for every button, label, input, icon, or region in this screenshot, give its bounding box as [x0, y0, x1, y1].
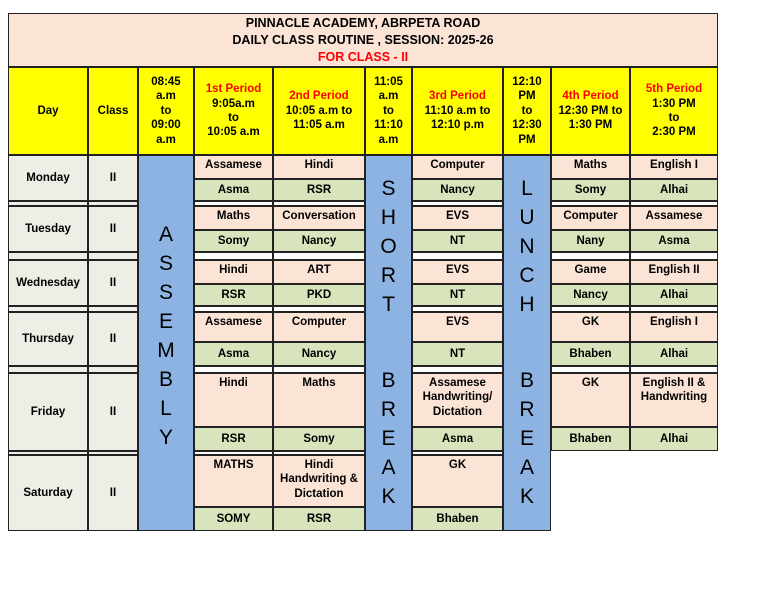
row-separator: [630, 252, 718, 260]
teacher-cell: Alhai: [630, 284, 718, 306]
period-time: 10:05 a.m to 11:05 a.m: [285, 104, 353, 132]
row-separator: [551, 306, 630, 312]
subject-cell: EVS: [412, 260, 503, 284]
subject-cell: Assamese Handwriting/ Dictation: [412, 373, 503, 427]
subject-cell: Game: [551, 260, 630, 284]
teacher-cell: Alhai: [630, 342, 718, 366]
teacher-cell: SOMY: [194, 507, 273, 531]
teacher-cell: NT: [412, 342, 503, 366]
subject-cell: Hindi Handwriting & Dictation: [273, 455, 365, 507]
day-cell: Tuesday: [8, 206, 88, 252]
row-separator: [8, 306, 88, 312]
column-head-p2: [273, 67, 365, 155]
subject-cell: Hindi: [273, 155, 365, 179]
vertical-letter: O: [380, 235, 397, 258]
teacher-cell: Bhaben: [551, 427, 630, 451]
subject-cell: Hindi: [194, 260, 273, 284]
subject-cell: English I: [630, 312, 718, 342]
class-cell: II: [88, 206, 138, 252]
vertical-letter: C: [519, 264, 535, 287]
teacher-cell: Alhai: [630, 179, 718, 201]
row-separator: [88, 306, 138, 312]
class-cell: II: [88, 373, 138, 451]
teacher-cell: RSR: [194, 427, 273, 451]
vertical-letter: B: [519, 369, 534, 392]
row-separator: [88, 366, 138, 373]
row-separator: [412, 201, 503, 206]
teacher-cell: Bhaben: [412, 507, 503, 531]
row-separator: [273, 366, 365, 373]
period-title: 5th Period: [645, 83, 703, 96]
row-separator: [551, 366, 630, 373]
period-time: 9:05a.m to 10:05 a.m: [207, 97, 260, 139]
row-separator: [630, 306, 718, 312]
vertical-letter: S: [158, 252, 173, 275]
row-separator: [194, 201, 273, 206]
column-head-p3: [412, 67, 503, 155]
row-separator: [630, 366, 718, 373]
class-cell: II: [88, 155, 138, 201]
vertical-letter: R: [380, 398, 397, 421]
row-separator: [8, 451, 88, 455]
row-separator: [273, 306, 365, 312]
column-head-lunch-time: 12:10 PM to 12:30 PM: [503, 67, 551, 155]
column-head-p4: [551, 67, 630, 155]
teacher-cell: Alhai: [630, 427, 718, 451]
school-name: PINNACLE ACADEMY, ABRPETA ROAD: [245, 16, 481, 30]
class-label: FOR CLASS - II: [317, 50, 409, 64]
teacher-cell: NT: [412, 284, 503, 306]
row-separator: [194, 306, 273, 312]
teacher-cell: PKD: [273, 284, 365, 306]
class-cell: II: [88, 455, 138, 531]
row-separator: [194, 252, 273, 260]
subject-cell: GK: [551, 312, 630, 342]
subject-cell: GK: [551, 373, 630, 427]
vertical-letter: L: [521, 177, 533, 200]
row-separator: [8, 201, 88, 206]
teacher-cell: Bhaben: [551, 342, 630, 366]
vertical-letter: M: [157, 339, 175, 362]
row-separator: [8, 366, 88, 373]
teacher-cell: Somy: [273, 427, 365, 451]
vertical-letter: H: [519, 293, 535, 316]
row-separator: [88, 451, 138, 455]
period-title: 3rd Period: [429, 90, 486, 103]
subject-cell: Conversation: [273, 206, 365, 230]
subject-cell: Maths: [273, 373, 365, 427]
subject-cell: Assamese: [194, 312, 273, 342]
vertical-letter: S: [158, 281, 173, 304]
period-time: 12:30 PM to 1:30 PM: [558, 104, 623, 132]
teacher-cell: Asma: [194, 179, 273, 201]
teacher-cell: Nancy: [273, 230, 365, 252]
subject-cell: EVS: [412, 312, 503, 342]
row-separator: [8, 252, 88, 260]
subject-cell: Hindi: [194, 373, 273, 427]
subject-cell: ART: [273, 260, 365, 284]
subject-cell: Maths: [551, 155, 630, 179]
vertical-letter: E: [158, 310, 173, 333]
subject-cell: Assamese: [630, 206, 718, 230]
vertical-letter: B: [158, 368, 173, 391]
teacher-cell: Asma: [412, 427, 503, 451]
subject-cell: Maths: [194, 206, 273, 230]
row-separator: [273, 201, 365, 206]
vertical-letter: E: [519, 427, 534, 450]
row-separator: [551, 252, 630, 260]
subject-cell: Computer: [412, 155, 503, 179]
vertical-letter: Y: [158, 426, 173, 449]
vertical-letter: H: [380, 206, 397, 229]
teacher-cell: RSR: [194, 284, 273, 306]
row-separator: [412, 451, 503, 455]
day-cell: Wednesday: [8, 260, 88, 306]
row-separator: [412, 306, 503, 312]
row-separator: [551, 201, 630, 206]
routine-title: DAILY CLASS ROUTINE , SESSION: 2025-26: [232, 33, 494, 47]
vertical-letter: K: [519, 485, 534, 508]
vertical-letter: A: [381, 456, 396, 479]
teacher-cell: RSR: [273, 179, 365, 201]
vertical-letter: K: [381, 485, 396, 508]
row-separator: [412, 366, 503, 373]
subject-cell: English I: [630, 155, 718, 179]
column-head-p5: [630, 67, 718, 155]
row-separator: [88, 201, 138, 206]
teacher-cell: Nany: [551, 230, 630, 252]
vertical-letter: N: [519, 235, 535, 258]
row-separator: [88, 252, 138, 260]
teacher-cell: Nancy: [551, 284, 630, 306]
vertical-letter: S: [381, 177, 396, 200]
vertical-letter: R: [380, 264, 397, 287]
vertical-letter: L: [160, 397, 172, 420]
teacher-cell: Asma: [630, 230, 718, 252]
period-time: 11:10 a.m to 12:10 p.m: [424, 104, 491, 132]
vertical-letter: E: [381, 427, 396, 450]
row-separator: [194, 366, 273, 373]
routine-header: [8, 13, 718, 67]
column-head-class: Class: [88, 67, 138, 155]
row-separator: [630, 201, 718, 206]
vertical-letter: A: [519, 456, 534, 479]
teacher-cell: RSR: [273, 507, 365, 531]
row-separator: [194, 451, 273, 455]
row-separator: [273, 451, 365, 455]
teacher-cell: Nancy: [273, 342, 365, 366]
column-head-assembly-time: 08:45 a.m to 09:00 a.m: [138, 67, 194, 155]
row-separator: [412, 252, 503, 260]
lunch-break-label: [503, 366, 551, 511]
column-head-day: Day: [8, 67, 88, 155]
day-cell: Saturday: [8, 455, 88, 531]
day-cell: Friday: [8, 373, 88, 451]
vertical-letter: A: [158, 223, 173, 246]
class-cell: II: [88, 260, 138, 306]
subject-cell: Assamese: [194, 155, 273, 179]
day-cell: Thursday: [8, 312, 88, 366]
subject-cell: EVS: [412, 206, 503, 230]
subject-cell: GK: [412, 455, 503, 507]
vertical-letter: U: [519, 206, 535, 229]
subject-cell: English II: [630, 260, 718, 284]
period-title: 4th Period: [562, 90, 619, 103]
vertical-letter: R: [519, 398, 535, 421]
subject-cell: Computer: [273, 312, 365, 342]
lunch-label: [503, 174, 551, 319]
vertical-letter: T: [382, 293, 395, 316]
teacher-cell: Asma: [194, 342, 273, 366]
period-title: 2nd Period: [289, 90, 349, 103]
short-label: [365, 174, 412, 319]
row-separator: [273, 252, 365, 260]
teacher-cell: Somy: [551, 179, 630, 201]
assembly-label: [138, 220, 194, 452]
column-head-short-break-time: 11:05 a.m to 11:10 a.m: [365, 67, 412, 155]
class-cell: II: [88, 312, 138, 366]
day-cell: Monday: [8, 155, 88, 201]
period-title: 1st Period: [205, 83, 262, 96]
subject-cell: MATHS: [194, 455, 273, 507]
teacher-cell: Somy: [194, 230, 273, 252]
period-time: 1:30 PM to 2:30 PM: [652, 97, 696, 139]
column-head-p1: [194, 67, 273, 155]
vertical-letter: B: [381, 369, 396, 392]
teacher-cell: NT: [412, 230, 503, 252]
subject-cell: Computer: [551, 206, 630, 230]
teacher-cell: Nancy: [412, 179, 503, 201]
short-break-label: [365, 366, 412, 511]
subject-cell: English II & Handwriting: [630, 373, 718, 427]
